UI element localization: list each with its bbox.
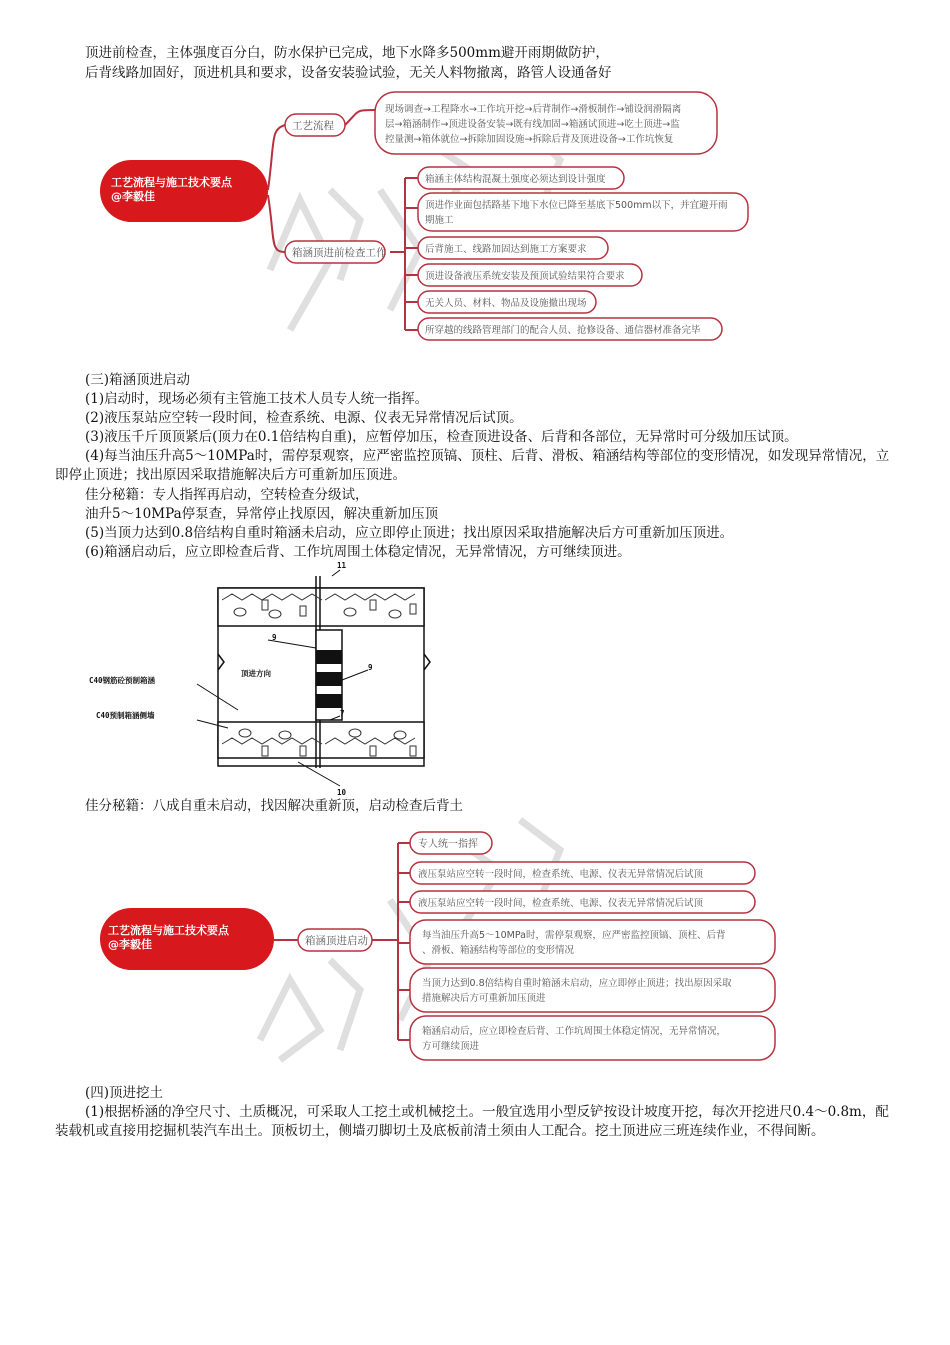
section3-p1: (1)启动时，现场必须有主管施工技术人员专人统一指挥。 <box>85 391 429 407</box>
section3-p2: (2)液压泵站应空转一段时间，检查系统、电源、仪表无异常情况后试顶。 <box>85 410 523 426</box>
mm2-item-5b: 措施解决后方可重新加压顶进 <box>422 993 546 1004</box>
section3-tip2: 油升5～10MPa停泵查，异常停止找原因，解决重新加压顶 <box>85 506 439 522</box>
label-num-10: 10 <box>337 788 347 797</box>
check-item-5: 无关人员、材料、物品及设施撤出现场 <box>425 298 587 309</box>
check-item-4: 顶进设备液压系统安装及预顶试验结果符合要求 <box>425 271 625 282</box>
label-num-7: 7 <box>340 709 345 718</box>
label-num-11: 11 <box>337 561 347 570</box>
direction-label: 顶进方向 <box>241 669 271 678</box>
section4-p1: (1)根据桥涵的净空尺寸、土质概况，可采取人工挖土或机械挖土。一般宜选用小型反铲按设计坡度开挖，每次开挖进尺0.4～0.8m，配装载机或直接用挖掘机装汽车出土。顶板切土，侧墙刃脚切土及底板前清土须由人工配合。挖土顶进应三班连续作业，不得间断。 <box>55 1104 889 1139</box>
section3-p4: (4)每当油压升高5～10MPa时，需停泵观察，应严密监控顶镐、顶柱、后背、滑板、箱涵结构等部位的变形情况，如发现异常情况，立即停止顶进；找出原因采取措施解决后方可重新加压顶进。 <box>55 448 890 483</box>
process-line-2: 层→箱涵制作→顶进设备安装→既有线加固→箱涵试顶进→吃土顶进→监 <box>385 119 680 130</box>
mindmap1-root-line2: @李毅佳 <box>111 190 155 203</box>
check-item-2a: 顶进作业面包括路基下地下水位已降至基底下500mm以下，并宜避开雨 <box>425 200 728 211</box>
section3-p3: (3)液压千斤顶顶紧后(顶力在0.1倍结构自重)，应暂停加压，检查顶进设备、后背和各部位，无异常时可分级加压试顶。 <box>85 429 798 445</box>
mindmap2-root-line2: @李毅佳 <box>108 938 152 951</box>
mm2-item-1: 专人统一指挥 <box>418 839 478 850</box>
check-item-1: 箱涵主体结构混凝土强度必须达到设计强度 <box>425 174 606 185</box>
mm2-item-4a: 每当油压升高5～10MPa时，需停泵观察，应严密监控顶镐、顶柱、后背 <box>422 930 726 941</box>
process-line-1: 现场调查→工程降水→工作坑开挖→后背制作→滑板制作→铺设润滑隔离 <box>385 104 682 115</box>
check-item-2b: 期施工 <box>425 215 454 226</box>
branch-check-label: 箱涵顶进前检查工作 <box>292 247 387 259</box>
section3-p6: (6)箱涵启动后，应立即检查后背、工作坑周围土体稳定情况，无异常情况，方可继续顶进。 <box>85 544 631 560</box>
check-item-3: 后背施工、线路加固达到施工方案要求 <box>425 244 587 255</box>
label-num-9b: 9 <box>368 663 373 672</box>
mm2-item-6a: 箱涵启动后，应立即检查后背、工作坑周围土体稳定情况，无异常情况， <box>422 1026 727 1037</box>
check-item-6: 所穿越的线路管理部门的配合人员、抢修设备、通信器材准备完毕 <box>425 325 701 336</box>
mm2-item-4b: 、滑板、箱涵结构等部位的变形情况 <box>422 945 575 956</box>
mm2-item-5a: 当顶力达到0.8倍结构自重时箱涵未启动，应立即停止顶进；找出原因采取 <box>422 978 732 989</box>
top-line-2: 后背线路加固好，顶进机具和要求，设备安装验试验，无关人料物撤离，路管人设通备好 <box>85 65 612 81</box>
section4-heading: (四)顶进挖土 <box>85 1085 164 1101</box>
mm2-item-3: 液压泵站应空转一段时间，检查系统、电源、仪表无异常情况后试顶 <box>418 898 704 909</box>
mindmap2-branch-label: 箱涵顶进启动 <box>305 935 368 947</box>
branch-process-label: 工艺流程 <box>292 120 334 132</box>
tip-after-diagram: 佳分秘籍：八成自重未启动，找因解决重新顶，启动检查后背土 <box>85 798 463 814</box>
label-num-9a: 9 <box>272 633 277 642</box>
label-box-culvert: C40钢筋砼预制箱涵 <box>89 676 156 685</box>
top-line-1: 顶进前检查，主体强度百分白，防水保护已完成，地下水降多500mm避开雨期做防护， <box>85 45 609 61</box>
section3-heading: (三)箱涵顶进启动 <box>85 372 191 388</box>
label-side-wall: C40预制箱涵侧墙 <box>96 711 155 720</box>
mindmap1-root-line1: 工艺流程与施工技术要点 <box>111 176 232 189</box>
section3-tip1: 佳分秘籍：专人指挥再启动，空转检查分级试， <box>85 487 369 503</box>
mm2-item-2: 液压泵站应空转一段时间，检查系统、电源、仪表无异常情况后试顶 <box>418 869 704 880</box>
section3-p5: (5)当顶力达到0.8倍结构自重时箱涵未启动，应立即停止顶进；找出原因采取措施解决后方可重新加压顶进。 <box>85 525 734 541</box>
process-line-3: 控量测→箱体就位→拆除加固设施→拆除后背及顶进设备→工作坑恢复 <box>385 134 674 145</box>
mindmap2-root-line1: 工艺流程与施工技术要点 <box>108 924 229 937</box>
mm2-item-6b: 方可继续顶进 <box>422 1041 480 1052</box>
